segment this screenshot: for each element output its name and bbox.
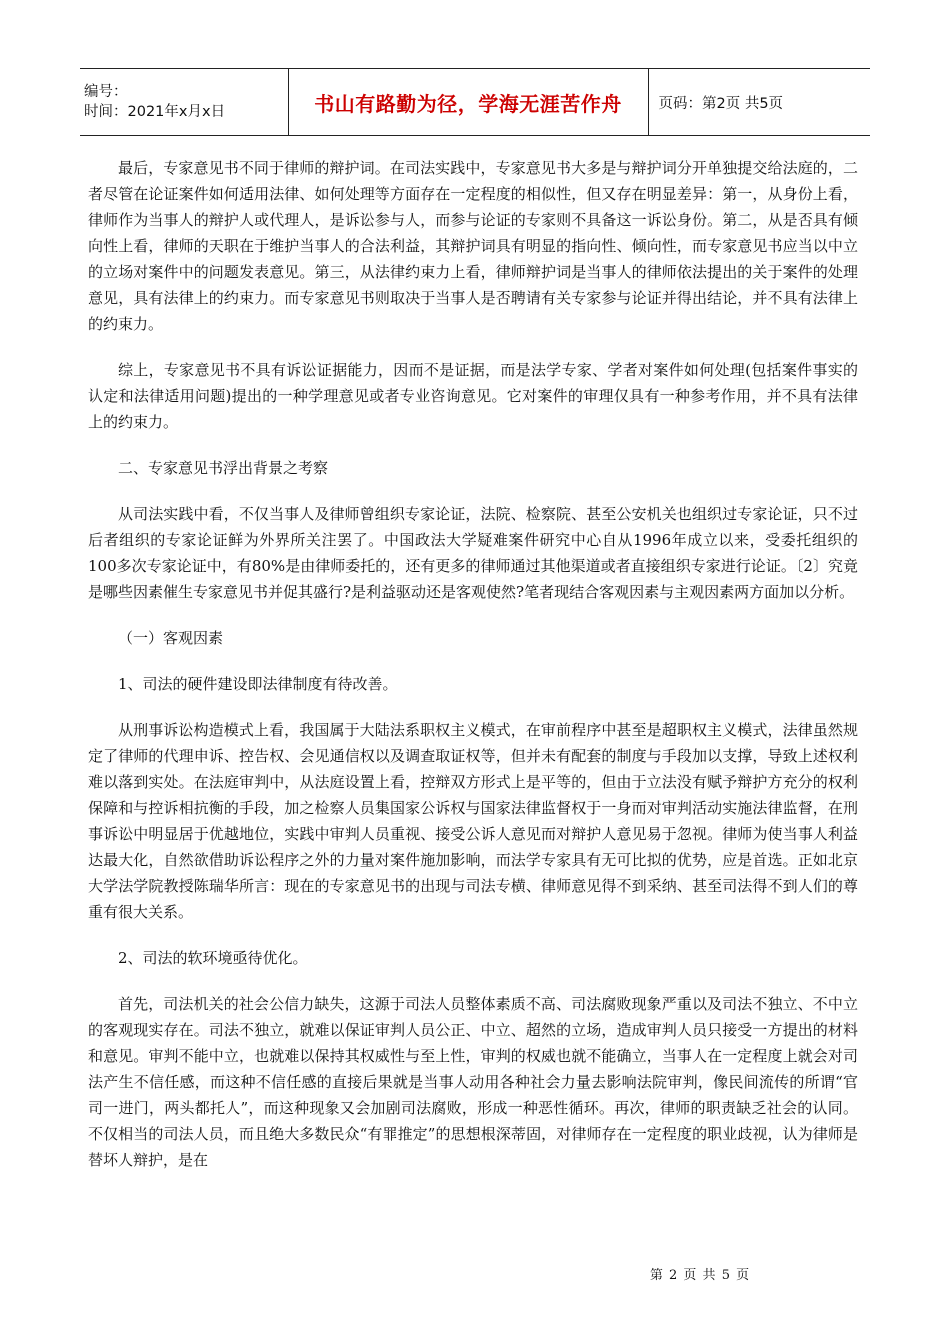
paragraph: 首先，司法机关的社会公信力缺失，这源于司法人员整体素质不高、司法腐败现象严重以及司法不独立、不中立的客观现实存在。司法不独立，就难以保证审判人员公正、中立、超然的立场，造成审判人员只接受一方提出的材料和意见。审判不能中立，也就难以保持其权威性与至上性，审判的权威也就不能确立，当事人在一定程度上就会对司法产生不信任感，而这种不信任感的直接后果就是当事人动用各种社会力量去影响法院审判，像民间流传的所谓“官司一进门，两头都托人”，而这种现象又会加剧司法腐败，形成一种恶性循环。再次，律师的职责缺乏社会的认同。不仅相当的司法人员，而且绝大多数民众“有罪推定”的思想根深蒂固，对律师存在一定程度的职业歧视，认为律师是替坏人辩护，是在 — [88, 995, 858, 1169]
paragraph: 从司法实践中看，不仅当事人及律师曾组织专家论证，法院、检察院、甚至公安机关也组织过专家论证，只不过后者组织的专家论证鲜为外界所关注罢了。中国政法大学疑难案件研究中心自从1996年成立以来，受委托组织的100多次专家论证中，有80%是由律师委托的，还有更多的律师通过其他渠道或者直接组织专家进行论证。〔2〕究竟是哪些因素催生专家意见书并促其盛行?是利益驱动还是客观使然?笔者现结合客观因素与主观因素两方面加以分析。 — [88, 505, 858, 601]
document-date-label: 时间：2021年x月x日 — [84, 104, 226, 120]
item-heading: 1、司法的硬件建设即法律制度有待改善。 — [118, 675, 398, 693]
header-motto: 书山有路勤为径，学海无涯苦作舟 — [288, 69, 648, 136]
document-number-label: 编号： — [84, 84, 128, 100]
page-footer: 第 2 页 共 5 页 — [649, 1268, 751, 1283]
document-body — [88, 155, 858, 1193]
page-header — [80, 68, 870, 136]
paragraph: 最后，专家意见书不同于律师的辩护词。在司法实践中，专家意见书大多是与辩护词分开单独提交给法庭的，二者尽管在论证案件如何适用法律、如何处理等方面存在一定程度的相似性，但又存在明显差异：第一，从身份上看，律师作为当事人的辩护人或代理人，是诉讼参与人，而参与论证的专家则不具备这一诉讼身份。第二，从是否具有倾向性上看，律师的天职在于维护当事人的合法利益，其辩护词具有明显的指向性、倾向性，而专家意见书应当以中立的立场对案件中的问题发表意见。第三，从法律约束力上看，律师辩护词是当事人的律师依法提出的关于案件的处理意见，具有法律上的约束力。而专家意见书则取决于当事人是否聘请有关专家参与论证并得出结论，并不具有法律上的约束力。 — [88, 159, 858, 333]
header-left-cell — [80, 69, 288, 136]
paragraph: 从刑事诉讼构造模式上看，我国属于大陆法系职权主义模式，在审前程序中甚至是超职权主义模式，法律虽然规定了律师的代理申诉、控告权、会见通信权以及调查取证权等，但并未有配套的制度与手段加以支撑，导致上述权利难以落到实处。在法庭审判中，从法庭设置上看，控辩双方形式上是平等的，但由于立法没有赋予辩护方充分的权利保障和与控诉相抗衡的手段，加之检察人员集国家公诉权与国家法律监督权于一身而对审判活动实施法律监督，在刑事诉讼中明显居于优越地位，实践中审判人员重视、接受公诉人意见而对辩护人意见易于忽视。律师为使当事人利益达最大化，自然欲借助诉讼程序之外的力量对案件施加影响，而法学专家具有无可比拟的优势，应是首选。正如北京大学法学院教授陈瑞华所言：现在的专家意见书的出现与司法专横、律师意见得不到采纳、甚至司法得不到人们的尊重有很大关系。 — [88, 721, 858, 921]
header-page-info: 页码：第2页 共5页 — [648, 69, 870, 136]
item-heading: 2、司法的软环境亟待优化。 — [118, 949, 308, 967]
subsection-heading: （一）客观因素 — [118, 629, 224, 647]
section-heading: 二、专家意见书浮出背景之考察 — [118, 459, 329, 477]
paragraph: 综上，专家意见书不具有诉讼证据能力，因而不是证据，而是法学专家、学者对案件如何处理(包括案件事实的认定和法律适用问题)提出的一种学理意见或者专业咨询意见。它对案件的审理仅具有一种参考作用，并不具有法律上的约束力。 — [88, 361, 858, 431]
